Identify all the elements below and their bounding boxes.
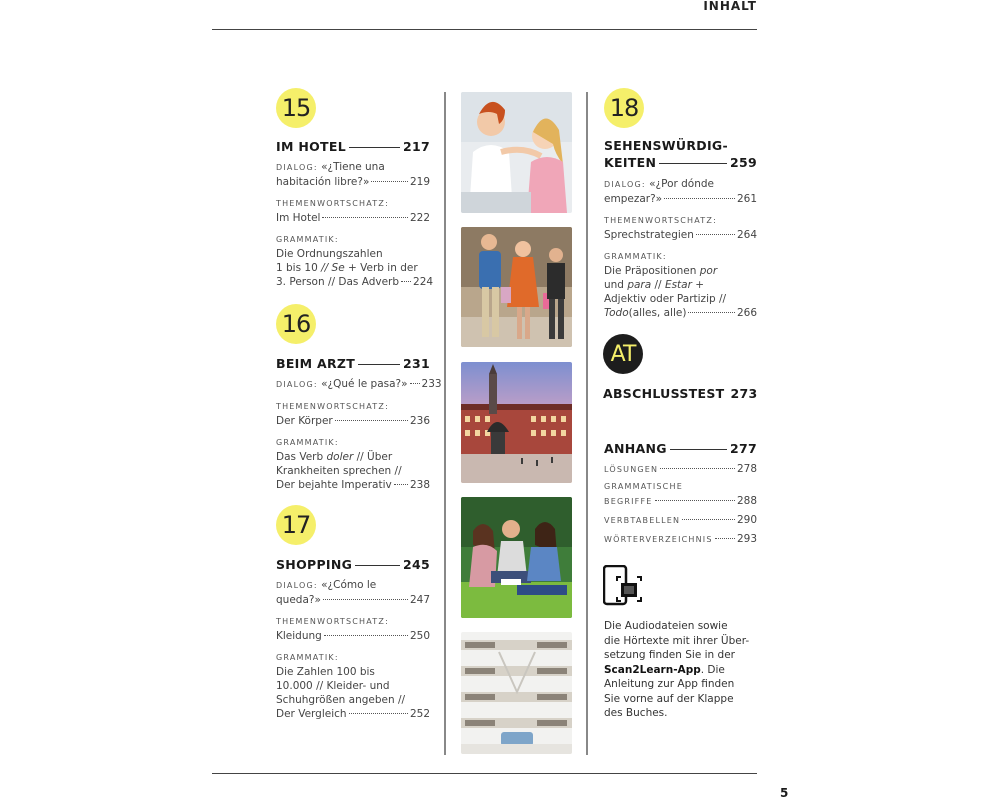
- appendix-item-page: 293: [736, 533, 757, 545]
- test-title: ABSCHLUSSTEST: [603, 386, 725, 401]
- scan-app-icon: [603, 565, 643, 607]
- appendix-item[interactable]: [604, 532, 757, 547]
- entry-category: DIALOG:: [276, 380, 318, 389]
- leader-line: [358, 364, 400, 365]
- chapter-badge: 18: [604, 88, 644, 128]
- entry-category: GRAMMATIK:: [604, 252, 667, 261]
- chapter-title: IM HOTEL: [276, 139, 346, 154]
- entry-text: Krankheiten sprechen //: [276, 465, 402, 477]
- app-note-text: des Buches.: [604, 707, 668, 719]
- chapter-title: KEITEN: [604, 155, 657, 170]
- dot-leader: [660, 468, 735, 469]
- entry-text-italic: Estar: [664, 279, 692, 291]
- appendix-item-label: LÖSUNGEN: [604, 465, 659, 474]
- chapter-15: [276, 88, 434, 289]
- entry-text: 10.000 // Kleider- und: [276, 680, 390, 692]
- dot-leader: [401, 281, 411, 282]
- dot-leader: [688, 312, 735, 313]
- appendix-title: ANHANG: [604, 441, 667, 456]
- app-name: Scan2Learn-App: [604, 663, 701, 676]
- toc-entry-grammar[interactable]: [276, 233, 434, 289]
- entry-page: 264: [736, 229, 757, 241]
- dot-leader: [322, 217, 407, 218]
- entry-category: THEMENWORTSCHATZ:: [276, 199, 389, 208]
- entry-text-italic: por: [699, 265, 718, 277]
- entry-text: //: [651, 279, 665, 291]
- entry-category: GRAMMATIK:: [276, 438, 339, 447]
- chapter-title: BEIM ARZT: [276, 356, 356, 371]
- entry-text: Kleidung: [276, 630, 322, 642]
- app-note-text: Sie vorne auf der Klappe: [604, 692, 734, 705]
- dot-leader: [696, 234, 735, 235]
- entry-text-italic: doler: [326, 451, 354, 463]
- entry-category: THEMENWORTSCHATZ:: [276, 402, 389, 411]
- chapter-badge: 16: [276, 304, 316, 344]
- toc-entry-grammar[interactable]: [604, 250, 757, 320]
- entry-text: 3. Person // Das Adverb: [276, 276, 400, 288]
- entry-text: Sprechstrategien: [604, 229, 694, 241]
- entry-text: «¿Qué le pasa?»: [321, 378, 408, 390]
- entry-category: GRAMMATIK:: [276, 653, 339, 662]
- chapter-title-row[interactable]: [276, 356, 430, 371]
- entry-text-italic: // Se: [317, 262, 345, 274]
- column-divider-right: [586, 92, 588, 755]
- entry-page: 236: [409, 415, 430, 427]
- entry-text: Der Körper: [276, 415, 333, 427]
- appendix-item-page: 288: [736, 495, 757, 507]
- chapter-page: 217: [403, 139, 430, 154]
- entry-text: 1 bis 10: [276, 262, 318, 274]
- toc-entry-dialog[interactable]: [276, 377, 442, 392]
- leader-line: [349, 147, 400, 148]
- toc-entry-vocabulary[interactable]: [604, 214, 757, 242]
- page-section-title: INHALT: [703, 0, 757, 13]
- test-title-row[interactable]: [603, 386, 757, 401]
- photo-plaza-mayor: [461, 362, 572, 483]
- leader-line: [355, 565, 400, 566]
- appendix-item-label: BEGRIFFE: [604, 497, 653, 506]
- entry-category: THEMENWORTSCHATZ:: [276, 617, 389, 626]
- appendix-page: 277: [730, 441, 757, 456]
- dot-leader: [715, 538, 735, 539]
- entry-page: 219: [409, 176, 430, 188]
- entry-text: Im Hotel: [276, 212, 321, 224]
- entry-text: und: [604, 279, 628, 291]
- entry-page: 266: [736, 307, 757, 319]
- column-divider-left: [444, 92, 446, 755]
- entry-text: Die Ordnungszahlen: [276, 248, 383, 260]
- photo-doctor-examination: [461, 92, 572, 213]
- app-note-text: Anleitung zur App finden: [604, 678, 735, 690]
- chapter-16: [276, 304, 442, 492]
- entry-text-italic: Todo: [604, 307, 629, 319]
- bottom-rule: [212, 773, 757, 774]
- toc-entry-vocabulary[interactable]: [276, 197, 430, 225]
- app-note-text: Die Audiodateien sowie: [604, 620, 728, 632]
- entry-page: 250: [409, 630, 430, 642]
- chapter-badge: 15: [276, 88, 316, 128]
- entry-text: Die Präpositionen: [604, 265, 700, 277]
- appendix-title-row[interactable]: [604, 441, 757, 456]
- entry-text-italic: para: [627, 279, 652, 291]
- dot-leader: [335, 420, 408, 421]
- entry-text: Adjektiv oder Partizip //: [604, 293, 727, 305]
- appendix-item[interactable]: [604, 462, 757, 477]
- appendix-item-page: 278: [736, 463, 757, 475]
- chapter-title: SHOPPING: [276, 557, 353, 572]
- entry-text: «¿Por dónde: [649, 178, 715, 190]
- entry-page: 238: [409, 479, 430, 491]
- chapter-title-row[interactable]: [276, 557, 430, 572]
- toc-entry-dialog[interactable]: [276, 578, 430, 607]
- app-note-text: . Die: [700, 663, 725, 676]
- chapter-page: 231: [403, 356, 430, 371]
- chapter-18: [604, 88, 757, 320]
- chapter-page: 259: [730, 155, 757, 170]
- chapter-badge: 17: [276, 505, 316, 545]
- entry-page: 247: [409, 594, 430, 606]
- chapter-title: SEHENSWÜRDIG-: [604, 138, 728, 153]
- entry-category: DIALOG:: [604, 180, 646, 189]
- entry-text: (alles, alle): [628, 307, 687, 319]
- entry-page: 233: [421, 378, 442, 390]
- entry-category: GRAMMATIK:: [276, 235, 339, 244]
- appendix-item[interactable]: [604, 513, 757, 528]
- entry-text: Das Verb: [276, 451, 327, 463]
- dot-leader: [664, 198, 735, 199]
- photo-students-park: [461, 497, 572, 618]
- toc-entry-vocabulary[interactable]: [276, 615, 430, 643]
- entry-text: Der Vergleich: [276, 708, 347, 720]
- app-note: [604, 619, 759, 721]
- toc-entry-dialog[interactable]: [604, 177, 757, 206]
- entry-page: 222: [409, 212, 430, 224]
- page-number: 5: [780, 786, 789, 800]
- entry-category: THEMENWORTSCHATZ:: [604, 216, 717, 225]
- toc-entry-dialog[interactable]: [276, 160, 430, 189]
- chapter-17: [276, 505, 430, 721]
- toc-entry-vocabulary[interactable]: [276, 400, 430, 428]
- dot-leader: [394, 484, 408, 485]
- entry-category: DIALOG:: [276, 581, 318, 590]
- dot-leader: [323, 599, 408, 600]
- final-test-section: [603, 334, 757, 401]
- dot-leader: [682, 519, 735, 520]
- app-note-text: setzung finden Sie in der: [604, 649, 735, 661]
- dot-leader: [655, 500, 735, 501]
- toc-entry-grammar[interactable]: [276, 651, 430, 721]
- chapter-page: 245: [403, 557, 430, 572]
- dot-leader: [410, 383, 420, 384]
- test-page: 273: [730, 386, 758, 401]
- entry-page: 261: [736, 193, 757, 205]
- app-note-text: die Hörtexte mit ihrer Über-: [604, 634, 750, 647]
- appendix-section: [604, 441, 757, 547]
- entry-text: queda?»: [276, 594, 321, 606]
- top-rule: [212, 29, 757, 30]
- leader-line: [659, 163, 727, 164]
- appendix-item[interactable]: [604, 480, 757, 509]
- appendix-item-page: 290: [736, 514, 757, 526]
- entry-text: +: [691, 279, 705, 291]
- leader-line: [670, 449, 727, 450]
- entry-text: + Verb in der: [344, 262, 418, 274]
- appendix-item-label: VERBTABELLEN: [604, 516, 681, 525]
- appendix-item-label: WÖRTERVERZEICHNIS: [604, 535, 713, 544]
- dot-leader: [371, 181, 408, 182]
- entry-text: empezar?»: [604, 193, 663, 205]
- entry-text: «¿Cómo le: [321, 579, 377, 591]
- toc-entry-grammar[interactable]: [276, 436, 430, 492]
- entry-text: «¿Tiene una: [321, 161, 385, 173]
- entry-text: // Über: [353, 451, 393, 463]
- photo-library-interior: [461, 632, 572, 754]
- photo-shopping-street: [461, 227, 572, 347]
- appendix-item-label: GRAMMATISCHE: [604, 482, 683, 491]
- entry-category: DIALOG:: [276, 163, 318, 172]
- entry-text: Schuhgrößen angeben //: [276, 694, 406, 706]
- entry-text: Der bejahte Imperativ: [276, 479, 392, 491]
- entry-text: Die Zahlen 100 bis: [276, 666, 375, 678]
- chapter-title-row[interactable]: [276, 139, 430, 154]
- entry-page: 252: [409, 708, 430, 720]
- dot-leader: [349, 713, 408, 714]
- dot-leader: [324, 635, 408, 636]
- chapter-title-row[interactable]: [604, 137, 757, 171]
- test-badge: AT: [603, 334, 643, 374]
- entry-page: 224: [413, 276, 434, 288]
- entry-text: habitación libre?»: [276, 176, 370, 188]
